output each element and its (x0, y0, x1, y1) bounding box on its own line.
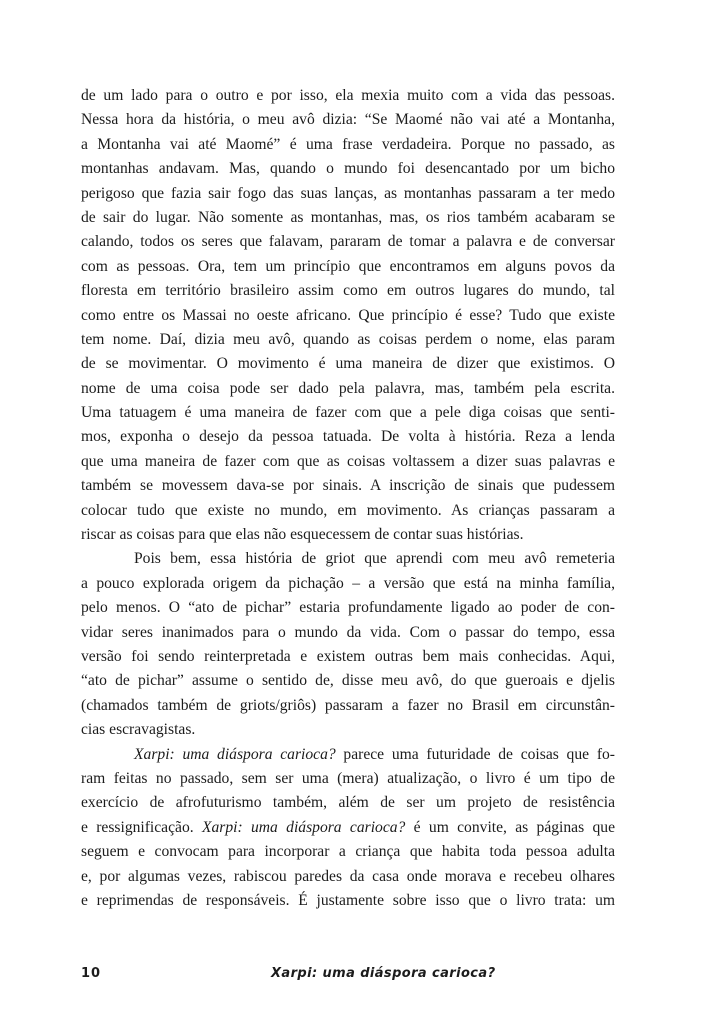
text-line: Nessa hora da história, o meu avô dizia: “Se Maomé não vai até a Montanha, (81, 111, 615, 129)
text-line: de se movimentar. O movimento é uma maneira de dizer que existimos. O (81, 355, 615, 373)
body-text (81, 84, 615, 913)
text-line: “ato de pichar” assume o sentido de, disse meu avô, do que gueroais e djelis (81, 672, 615, 690)
text-line: e reprimendas de responsáveis. É justamente sobre isso que o livro trata: um (81, 891, 615, 909)
text-line: montanhas andavam. Mas, quando o mundo foi desencantado por um bicho (81, 160, 615, 178)
text-line: de um lado para o outro e por isso, ela mexia muito com a vida das pessoas. (81, 87, 615, 104)
text-line: também se movessem dava-se por sinais. A inscrição de sinais que pudessem (81, 477, 615, 495)
text-line: floresta em território brasileiro assim como em outros lugares do mundo, tal (81, 282, 615, 300)
text-line: Pois bem, essa história de griot que aprendi com meu avô remeteria (134, 550, 615, 568)
text-line: a Montanha vai até Maomé” é uma frase verdadeira. Porque no passado, as (81, 135, 615, 153)
text-line: de sair do lugar. Não somente as montanhas, mas, os rios também acabaram se (81, 208, 615, 226)
page-footer (81, 962, 615, 986)
text-line: e, por algumas vezes, rabiscou paredes da casa onde morava e recebeu olhares (81, 867, 615, 885)
book-title-italic: Xarpi: uma diáspora carioca? (201, 818, 406, 836)
text-line: riscar as coisas para que elas não esquecessem de contar suas histórias. (81, 526, 524, 544)
text-line: mos, exponha o desejo da pessoa tatuada. De volta à história. Reza a lenda (81, 428, 615, 446)
text-line: tem nome. Daí, dizia meu avô, quando as coisas perdem o nome, elas param (81, 330, 615, 348)
text-line: exercício de afrofuturismo também, além de ser um projeto de resistência (81, 794, 615, 812)
text-line: colocar tudo que existe no mundo, em movimento. As crianças passaram a (81, 501, 615, 519)
text-line: nome de uma coisa pode ser dado pela palavra, mas, também pela escrita. (81, 379, 615, 397)
text-line: perigoso que fazia sair fogo das suas lanças, as montanhas passaram a ter medo (81, 184, 615, 202)
text-line: versão foi sendo reinterpretada e existem outras bem mais conhecidas. Aqui, (81, 647, 615, 665)
text-line: seguem e convocam para incorporar a criança que habita toda pessoa adulta (81, 843, 615, 861)
running-title: Xarpi: uma diáspora carioca? (271, 966, 496, 981)
text-line: e ressignificação. Xarpi: uma diáspora carioca? é um convite, as páginas que (81, 818, 615, 836)
text-line: ram feitas no passado, sem ser uma (mera) atualização, o livro é um tipo de (81, 769, 615, 787)
text-line: pelo menos. O “ato de pichar” estaria profundamente ligado ao poder de con- (81, 599, 615, 617)
text-line: com as pessoas. Ora, tem um princípio que encontramos em alguns povos da (81, 257, 615, 275)
book-title-italic: Xarpi: uma diáspora carioca? (134, 745, 336, 763)
text-line: (chamados também de griots/griôs) passaram a fazer no Brasil em circunstân- (81, 696, 615, 714)
text-line: vidar seres inanimados para o mundo da vida. Com o passar do tempo, essa (81, 623, 615, 641)
text-line: cias escravagistas. (81, 721, 196, 739)
text-line: Uma tatuagem é uma maneira de fazer com que a pele diga coisas que senti- (81, 404, 615, 422)
text-line: calando, todos os seres que falavam, pararam de tomar a palavra e de conversar (81, 233, 615, 251)
page-number: 10 (81, 966, 102, 981)
text-line: Xarpi: uma diáspora carioca? parece uma futuridade de coisas que fo- (134, 745, 615, 763)
text-line: a pouco explorada origem da pichação – a versão que está na minha família, (81, 574, 615, 592)
text-line: como entre os Massai no oeste africano. Que princípio é esse? Tudo que existe (81, 306, 615, 324)
text-line: que uma maneira de fazer com que as coisas voltassem a dizer suas palavras e (81, 452, 615, 470)
